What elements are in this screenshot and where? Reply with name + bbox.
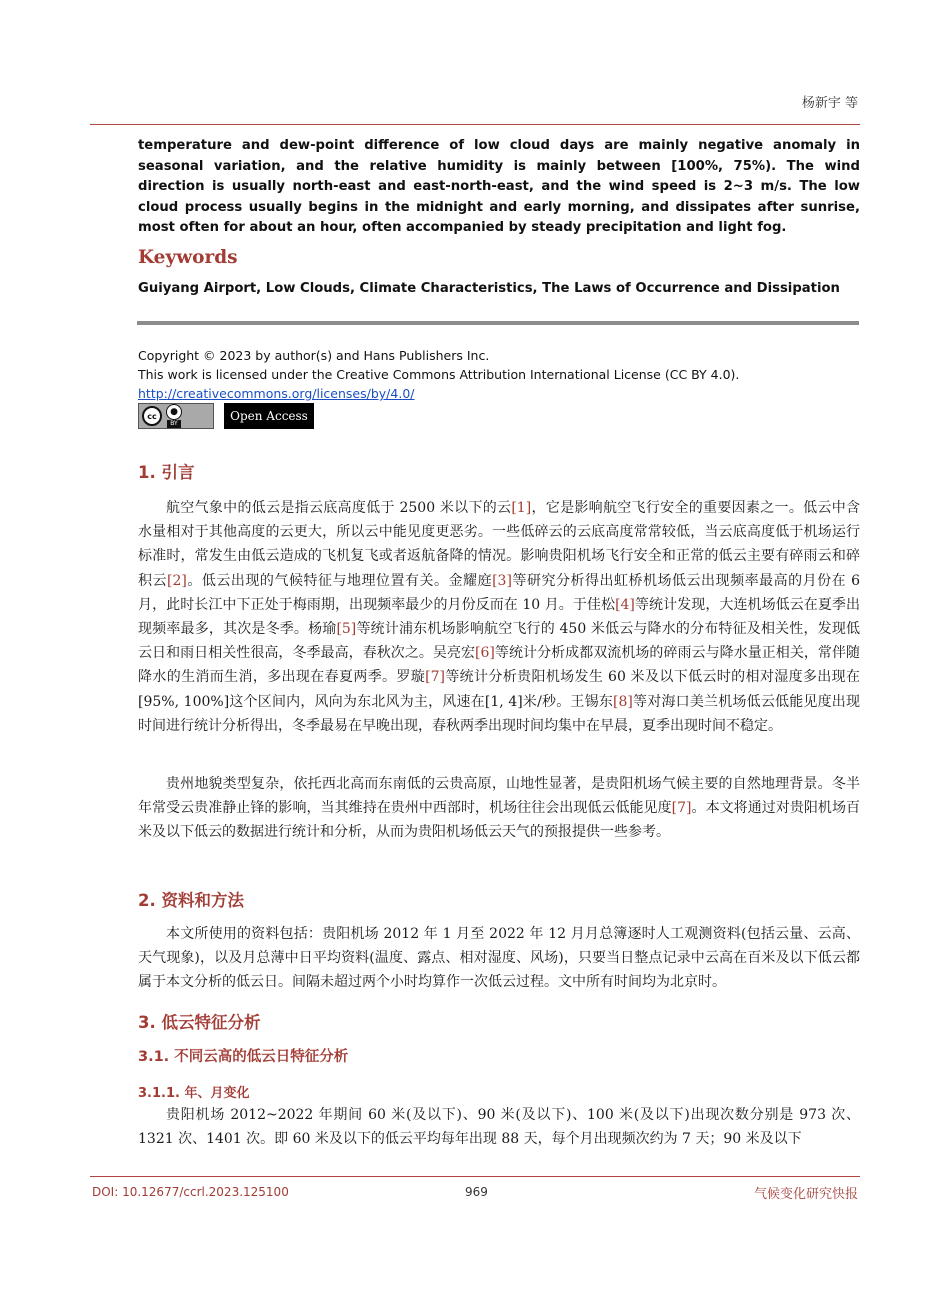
license-line: This work is licensed under the Creative Commons Attribution International License (CC BY 4.0). xyxy=(138,367,740,382)
section-3-1-1-paragraph: 贵阳机场 2012~2022 年期间 60 米(及以下)、90 米(及以下)、100 米(及以下)出现次数分别是 973 次、1321 次、1401 次。即 60 米及以下的低云平均每年出现 88 天，每个月出现频次约为 7 天；90 米及以下 xyxy=(138,1107,860,1148)
citation-link[interactable]: [3] xyxy=(492,572,512,589)
citation-link[interactable]: [4] xyxy=(615,596,635,613)
citation-link[interactable]: [8] xyxy=(613,693,633,710)
footer-rule xyxy=(90,1176,860,1177)
citation-link[interactable]: [5] xyxy=(336,621,357,638)
cc-icon: cc xyxy=(142,406,162,426)
section-3-1-heading: 3.1. 不同云高的低云日特征分析 xyxy=(138,1049,349,1065)
section-3-heading: 3. 低云特征分析 xyxy=(138,1013,261,1032)
license-badges xyxy=(138,403,314,429)
footer-journal-name: 气候变化研究快报 xyxy=(753,1187,858,1202)
by-icon-group xyxy=(166,404,182,428)
header-rule xyxy=(90,124,860,125)
section-1-heading: 1. 引言 xyxy=(138,463,195,482)
running-author: 杨新宇 等 xyxy=(801,96,858,111)
by-label: BY xyxy=(167,420,180,428)
open-access-badge[interactable]: Open Access xyxy=(224,403,314,429)
keywords-text: Guiyang Airport, Low Clouds, Climate Characteristics, The Laws of Occurrence and Dissipation xyxy=(138,281,840,296)
citation-link[interactable]: [6] xyxy=(475,645,495,662)
abstract-text: temperature and dew-point difference of low cloud days are mainly negative anomaly in seasonal variation, and the relative humidity is mainly between [100%, 75%). The wind direction is usually north-east and east-north-east, and the wind speed is 2~3 m/s. The low cloud process usually begins in the midnight and early morning, and dissipates after sunrise, most often for about an hour, often accompanied by steady precipitation and light fog. xyxy=(138,138,860,235)
intro-paragraph-1: 航空气象中的低云是指云底高度低于 2500 米以下的云[1]，它是影响航空飞行安全的重要因素之一。低云中含水量相对于其他高度的云更大，所以云中能见度更恶劣。一些低碎云的云底高度常常较低，当云底高度低于机场运行标准时，常发生由低云造成的飞机复飞或者返航备降的情况。影响贵阳机场飞行安全和正常的低云主要有碎雨云和碎积云[2]。低云出现的气候特征与地理位置有关。金耀庭[3]等研究分析得出虹桥机场低云出现频率最高的月份在 6 月，此时长江中下正处于梅雨期，出现频率最少的月份反而在 10 月。于佳松[4]等统计发现，大连机场低云在夏季出现频率最多，其次是冬季。杨瑜[5]等统计浦东机场影响航空飞行的 450 米低云与降水的分布特征及相关性，发现低云日和雨日相关性很高，冬季最高，春秋次之。吴亮宏[6]等统计分析成都双流机场的碎雨云与降水量正相关，常伴随降水的生消而生消，多出现在春夏两季。罗璇[7]等统计分析贵阳机场发生 60 米及以下低云时的相对湿度多出现在[95%, 100%]这个区间内，风向为东北风为主，风速在[1, 4]米/秒。王锡东[8]等对海口美兰机场低云低能见度出现时间进行统计分析得出，冬季最易在早晚出现，春秋两季出现时间均集中在早晨，夏季出现时间不稳定。 xyxy=(138,500,861,734)
keywords-heading: Keywords xyxy=(138,247,238,268)
citation-link[interactable]: [7] xyxy=(671,800,692,817)
cc-by-badge[interactable] xyxy=(138,403,214,429)
footer-doi[interactable]: DOI: 10.12677/ccrl.2023.125100 xyxy=(92,1185,289,1199)
section-divider xyxy=(137,321,859,325)
section-3-1-1-heading: 3.1.1. 年、月变化 xyxy=(138,1086,250,1101)
person-icon: ● xyxy=(166,404,182,420)
license-link[interactable]: http://creativecommons.org/licenses/by/4.0/ xyxy=(138,386,415,401)
footer-page-number: 969 xyxy=(465,1185,488,1199)
copyright-line: Copyright © 2023 by author(s) and Hans Publishers Inc. xyxy=(138,348,490,363)
intro-paragraph-2: 贵州地貌类型复杂，依托西北高而东南低的云贵高原，山地性显著，是贵阳机场气候主要的自然地理背景。冬半年常受云贵准静止锋的影响，当其维持在贵州中西部时，机场往往会出现低云低能见度[7]。本文将通过对贵阳机场百米及以下低云的数据进行统计和分析，从而为贵阳机场低云天气的预报提供一些参考。 xyxy=(138,776,861,841)
citation-link[interactable]: [7] xyxy=(425,669,445,686)
methods-paragraph: 本文所使用的资料包括：贵阳机场 2012 年 1 月至 2022 年 12 月月总簿逐时人工观测资料(包括云量、云高、天气现象)，以及月总薄中日平均资料(温度、露点、相对湿度、风场)，只要当日整点记录中云高在百米及以下低云都属于本文分析的低云日。间隔未超过两个小时均算作一次低云过程。文中所有时间均为北京时。 xyxy=(138,926,860,991)
section-2-heading: 2. 资料和方法 xyxy=(138,891,244,910)
citation-link[interactable]: [2] xyxy=(167,572,187,589)
copyright-block xyxy=(138,346,860,403)
citation-link[interactable]: [1] xyxy=(511,500,532,516)
